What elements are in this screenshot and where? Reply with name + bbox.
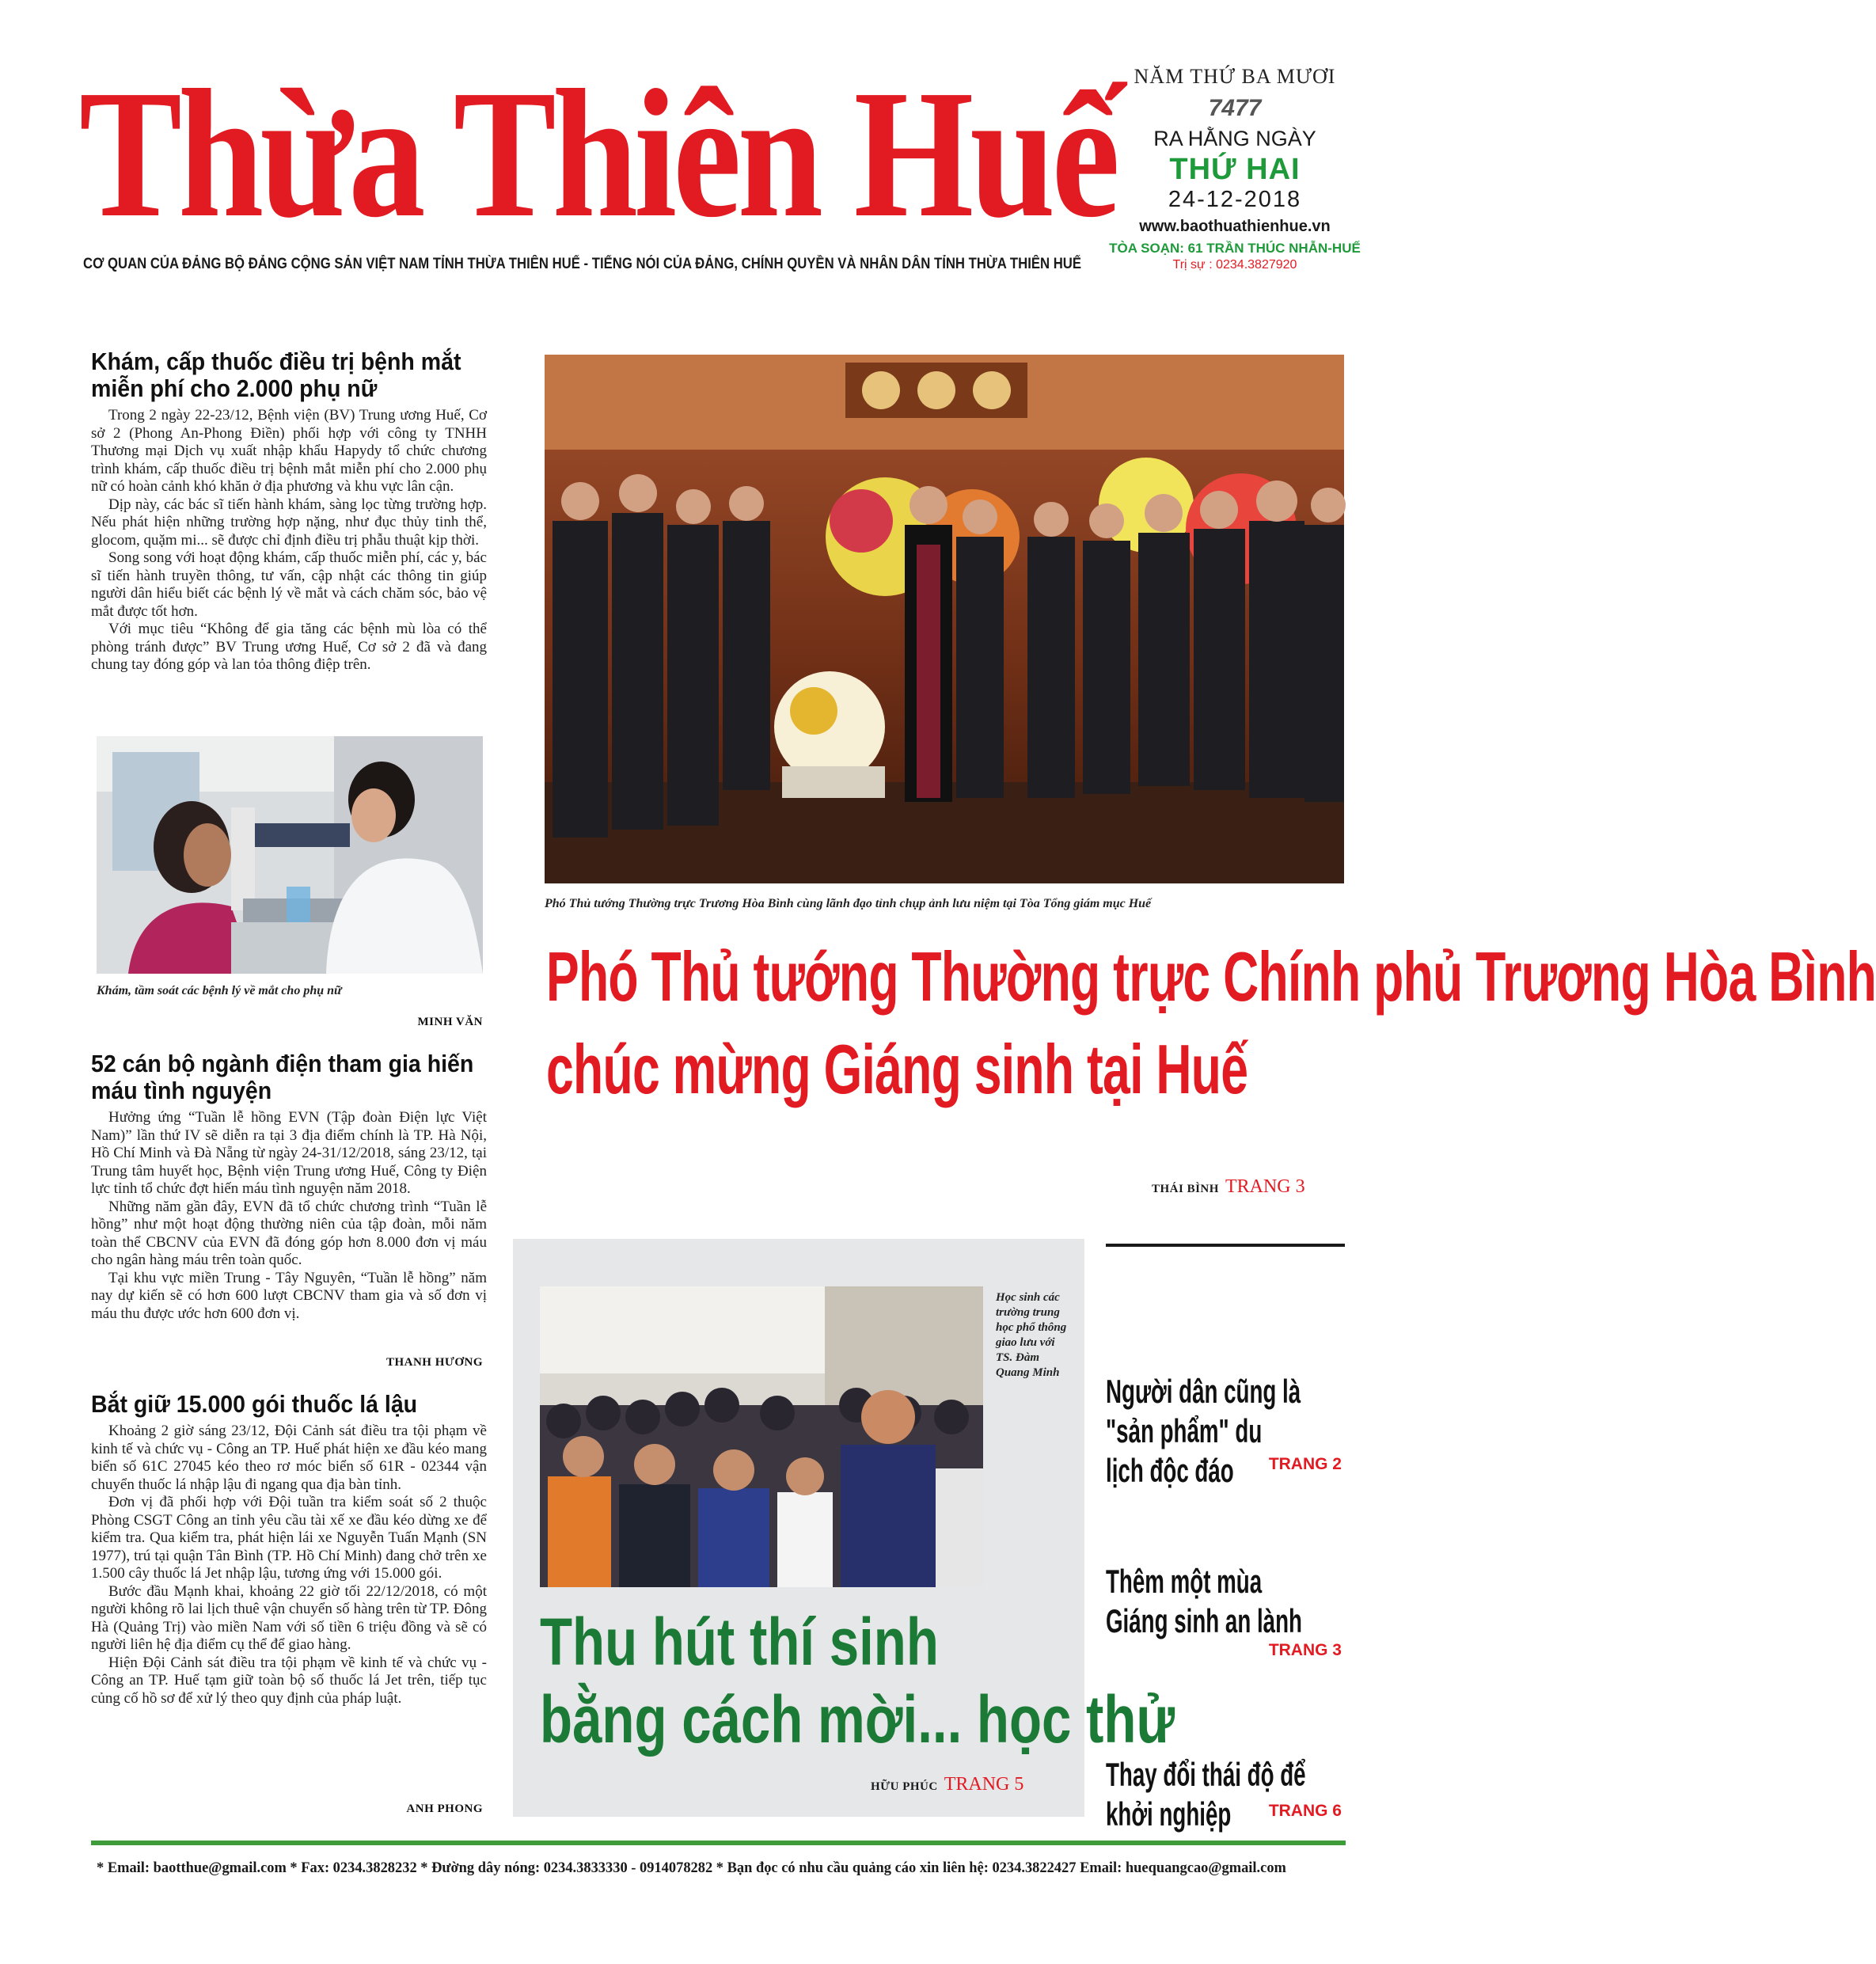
teaser-divider bbox=[1106, 1244, 1345, 1247]
paragraph: Song song với hoạt động khám, cấp thuốc miễn phí, các y, bác sĩ tiến hành truyền thông, tư vấn, cập nhật các thông tin giúp người dân hiểu biết các bệnh lý về mắt và cách chăm sóc, bảo vệ mắt được tốt hơn. bbox=[91, 549, 487, 620]
group-photo-image bbox=[545, 355, 1344, 883]
feature-author: HỮU PHÚC bbox=[871, 1780, 938, 1793]
article-title: Bắt giữ 15.000 gói thuốc lá lậu bbox=[91, 1390, 418, 1418]
paragraph: Khoảng 2 giờ sáng 23/12, Đội Cảnh sát điều tra tội phạm về kinh tế và chức vụ - Công an TP. Huế phát hiện xe đầu kéo mang biển số 61C 27045 kéo theo rơ móc biển số 61R - 02344 vận chuyển thuốc lá nhập lậu đi ngang qua địa bàn tỉnh. bbox=[91, 1423, 487, 1493]
paragraph: Những năm gần đây, EVN đã tổ chức chương trình “Tuần lễ hồng” như một hoạt động thường niên của tập đoàn, mỗi năm toàn thể CBCNV của EVN đã đóng góp hơn 8.000 đơn vị máu cho ngân hàng máu trên toàn quốc. bbox=[91, 1198, 487, 1268]
headline-line: Phó Thủ tướng Thường trực Chính phủ Trương Hòa Bình bbox=[546, 937, 1876, 1016]
masthead-title: Thừa Thiên Huế bbox=[79, 52, 1116, 256]
byline: THANH HƯƠNG bbox=[385, 1356, 483, 1369]
feature-page-link[interactable]: TRANG 5 bbox=[944, 1774, 1024, 1795]
publication-year: NĂM THỨ BA MƯƠI bbox=[1134, 65, 1336, 88]
teaser-page-link[interactable]: TRANG 2 bbox=[1268, 1455, 1342, 1473]
issue-date: 24-12-2018 bbox=[1168, 187, 1302, 212]
article-body bbox=[91, 1423, 487, 1708]
feature-photo-caption: Học sinh các trường trung học phổ thông giao lưu với TS. Đàm Quang Minh bbox=[996, 1291, 1067, 1379]
lead-headline[interactable] bbox=[546, 930, 1876, 1115]
eye-exam-caption: Khám, tầm soát các bệnh lý về mắt cho phụ nữ bbox=[97, 984, 342, 997]
teaser-title[interactable]: Thay đổi thái độ để khởi nghiệp bbox=[1106, 1756, 1306, 1833]
footer-rule bbox=[91, 1841, 1346, 1845]
teaser-page-link[interactable]: TRANG 6 bbox=[1268, 1802, 1342, 1820]
eye-exam-image bbox=[97, 736, 483, 974]
lead-photo-caption: Phó Thủ tướng Thường trực Trương Hòa Bình cùng lãnh đạo tỉnh chụp ảnh lưu niệm tại Tòa Tổng giám mục Huế bbox=[545, 897, 1152, 910]
byline: MINH VĂN bbox=[417, 1016, 483, 1028]
headline-line: chúc mừng Giáng sinh tại Huế bbox=[546, 1030, 1248, 1108]
paragraph: Dịp này, các bác sĩ tiến hành khám, sàng lọc từng trường hợp. Nếu phát hiện những trường hợp nặng, như đục thủy tinh thể, glocom, quặm mi... sẽ được chỉ định điều trị phẫu thuật kịp thời. bbox=[91, 496, 487, 549]
teaser-title[interactable]: Thêm một mùa Giáng sinh an lành bbox=[1106, 1563, 1302, 1639]
paragraph: Với mục tiêu “Không để gia tăng các bệnh mù lòa có thể phòng tránh được” BV Trung ương Huế, Cơ sở 2 đã và đang chung tay đóng góp và lan tỏa thông điệp trên. bbox=[91, 621, 487, 673]
article-body bbox=[91, 1109, 487, 1323]
feature-headline[interactable] bbox=[540, 1603, 1175, 1758]
paragraph: Tại khu vực miền Trung - Tây Nguyên, “Tuần lễ hồng” năm nay dự kiến sẽ có hơn 600 lượt CBCNV tham gia và số đơn vị máu thu được ước hơn 600 đơn vị. bbox=[91, 1269, 487, 1322]
issue-info bbox=[1108, 65, 1361, 272]
article-title: 52 cán bộ ngành điện tham gia hiến máu tình nguyện bbox=[91, 1050, 474, 1104]
feature-photo bbox=[540, 1286, 983, 1587]
headline-line: Thu hút thí sinh bbox=[540, 1605, 939, 1679]
eye-exam-photo bbox=[97, 736, 483, 974]
masthead-subtitle: CƠ QUAN CỦA ĐẢNG BỘ ĐẢNG CỘNG SẢN VIỆT NAM TỈNH THỪA THIÊN HUẾ - TIẾNG NÓI CỦA ĐẢNG, CHÍNH QUYỀN VÀ NHÂN DÂN TỈNH THỪA THIÊN HUẾ bbox=[83, 256, 1082, 272]
teaser-title[interactable]: Người dân cũng là "sản phẩm" du lịch độc đáo bbox=[1106, 1373, 1301, 1489]
article-eye-exam bbox=[91, 348, 487, 674]
article-title: Khám, cấp thuốc điều trị bệnh mắt miễn phí cho 2.000 phụ nữ bbox=[91, 348, 461, 402]
paragraph: Đơn vị đã phối hợp với Đội tuần tra kiểm soát số 2 thuộc Phòng CSGT Công an tỉnh yêu cầu tài xế xe đầu kéo dừng xe để kiểm tra. Qua kiểm tra, phát hiện lái xe Nguyễn Tuấn Mạnh (SN 1977), trú tại quận Tân Bình (TP. Hồ Chí Minh) đang chở trên xe 1.500 cây thuốc lá Jet nhập lậu, tương ứng với 15.000 gói. bbox=[91, 1494, 487, 1582]
byline: ANH PHONG bbox=[406, 1803, 483, 1815]
lead-photo bbox=[545, 355, 1344, 883]
issue-number: 7477 bbox=[1208, 95, 1262, 121]
lead-author: THÁI BÌNH bbox=[1152, 1183, 1219, 1195]
office-phone: Trị sự : 0234.3827920 bbox=[1172, 258, 1297, 272]
paragraph: Hưởng ứng “Tuần lễ hồng EVN (Tập đoàn Điện lực Việt Nam)” lần thứ IV sẽ diễn ra tại 3 địa điểm chính là TP. Hà Nội, Hồ Chí Minh và Đà Nẵng từ ngày 24-31/12/2018, sáng 23/12, tại Trung tâm huyết học, Bệnh viện Trung ương Huế, Công ty Điện lực tỉnh tổ chức đợt hiến máu tình nguyện năm 2018. bbox=[91, 1109, 487, 1197]
headline-line: bằng cách mời... học thử bbox=[540, 1682, 1175, 1757]
website-link[interactable]: www.baothuathienhue.vn bbox=[1139, 218, 1331, 235]
article-tobacco-seizure bbox=[91, 1391, 487, 1708]
feature-credit bbox=[871, 1774, 1023, 1795]
students-photo-image bbox=[540, 1286, 983, 1587]
article-blood-donation bbox=[91, 1050, 487, 1323]
weekday: THỨ HAI bbox=[1169, 153, 1301, 186]
lead-page-link[interactable]: TRANG 3 bbox=[1225, 1176, 1305, 1197]
office-address: TÒA SOẠN: 61 TRẦN THÚC NHẪN-HUẾ bbox=[1109, 241, 1361, 256]
paragraph: Trong 2 ngày 22-23/12, Bệnh viện (BV) Trung ương Huế, Cơ sở 2 (Phong An-Phong Điền) phối hợp với công ty TNHH Thương mại Dịch vụ xuất nhập khẩu Hapydy tổ chức chương trình khám, cấp thuốc điều trị bệnh mắt miễn phí cho 2.000 phụ nữ có hoàn cảnh khó khăn ở địa phương và khu vực lân cận. bbox=[91, 407, 487, 495]
footer-contact: * Email: baotthue@gmail.com * Fax: 0234.3828232 * Đường dây nóng: 0234.3833330 - 0914078282 * Bạn đọc có nhu cầu quảng cáo xin liên hệ: 0234.3822427 Email: huequangcao@gmail.com bbox=[97, 1860, 1286, 1876]
lead-credit bbox=[1152, 1176, 1305, 1198]
teaser-page-link[interactable]: TRANG 3 bbox=[1268, 1641, 1342, 1659]
frequency: RA HẰNG NGÀY bbox=[1153, 127, 1316, 150]
paragraph: Hiện Đội Cảnh sát điều tra tội phạm về kinh tế và chức vụ - Công an TP. Huế tạm giữ toàn bộ số thuốc lá Jet trên, tiếp tục củng cố hồ sơ để xử lý theo quy định của pháp luật. bbox=[91, 1654, 487, 1707]
paragraph: Bước đầu Mạnh khai, khoảng 22 giờ tối 22/12/2018, có một người không rõ lai lịch thuê vận chuyển số hàng trên từ TP. Đông Hà (Quảng Trị) vào miền Nam với số tiền 6 triệu đồng và sẽ có người liên hệ địa điểm cụ thể để giao hàng. bbox=[91, 1582, 487, 1653]
article-body bbox=[91, 407, 487, 674]
